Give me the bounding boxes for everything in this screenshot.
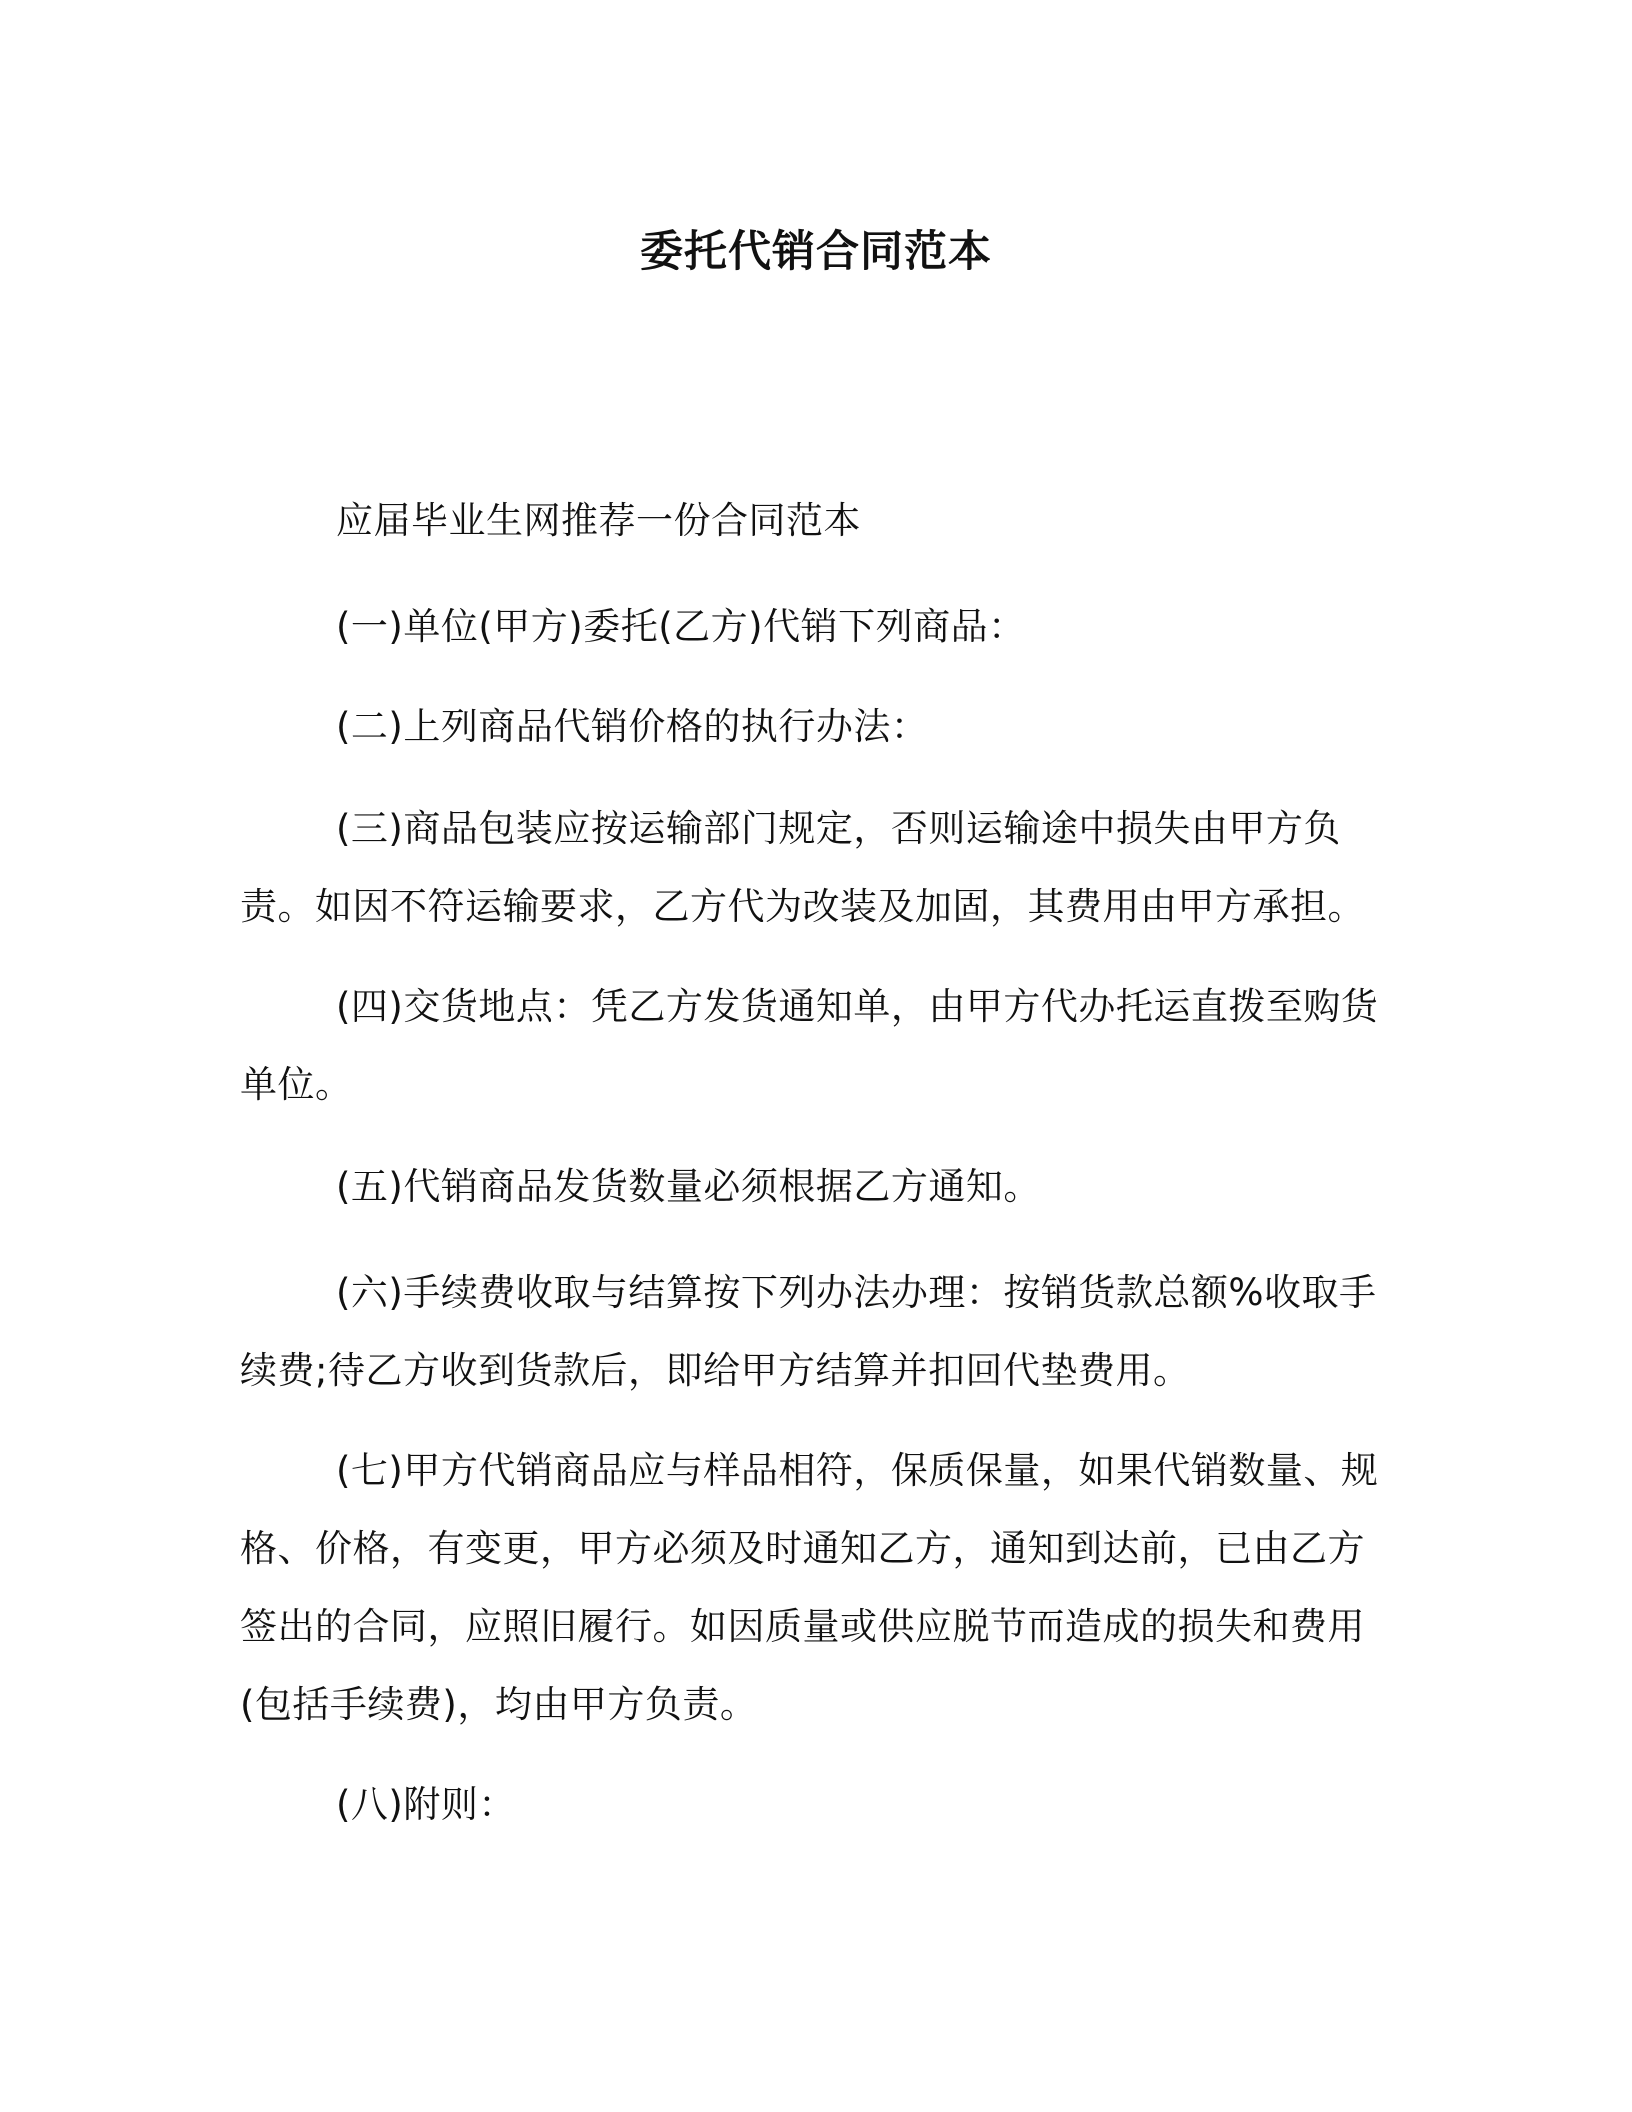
paragraph-intro: 应届毕业生网推荐一份合同范本 xyxy=(336,499,861,542)
paragraph-clause-4: (四)交货地点：凭乙方发货通知单，由甲方代办托运直拨至购货单位。 xyxy=(240,985,1379,1106)
paragraph-clause-8: (八)附则： xyxy=(336,1783,516,1826)
document-title: 委托代销合同范本 xyxy=(640,227,992,277)
paragraph-clause-6: (六)手续费收取与结算按下列办法办理：按销货款总额%收取手续费;待乙方收到货款后，即给甲方结算并扣回代垫费用。 xyxy=(240,1271,1377,1392)
paragraph-clause-3: (三)商品包装应按运输部门规定，否则运输途中损失由甲方负责。如因不符运输要求，乙方代为改装及加固，其费用由甲方承担。 xyxy=(240,807,1365,928)
paragraph-clause-5: (五)代销商品发货数量必须根据乙方通知。 xyxy=(336,1165,1041,1208)
paragraph-clause-7: (七)甲方代销商品应与样品相符，保质保量，如果代销数量、规格、价格，有变更，甲方必须及时通知乙方，通知到达前，已由乙方签出的合同，应照旧履行。如因质量或供应脱节而造成的损失和费用(包括手续费)，均由甲方负责。 xyxy=(240,1449,1379,1726)
paragraph-clause-2: (二)上列商品代销价格的执行办法： xyxy=(336,705,929,748)
paragraph-clause-1: (一)单位(甲方)委托(乙方)代销下列商品： xyxy=(336,605,1026,648)
